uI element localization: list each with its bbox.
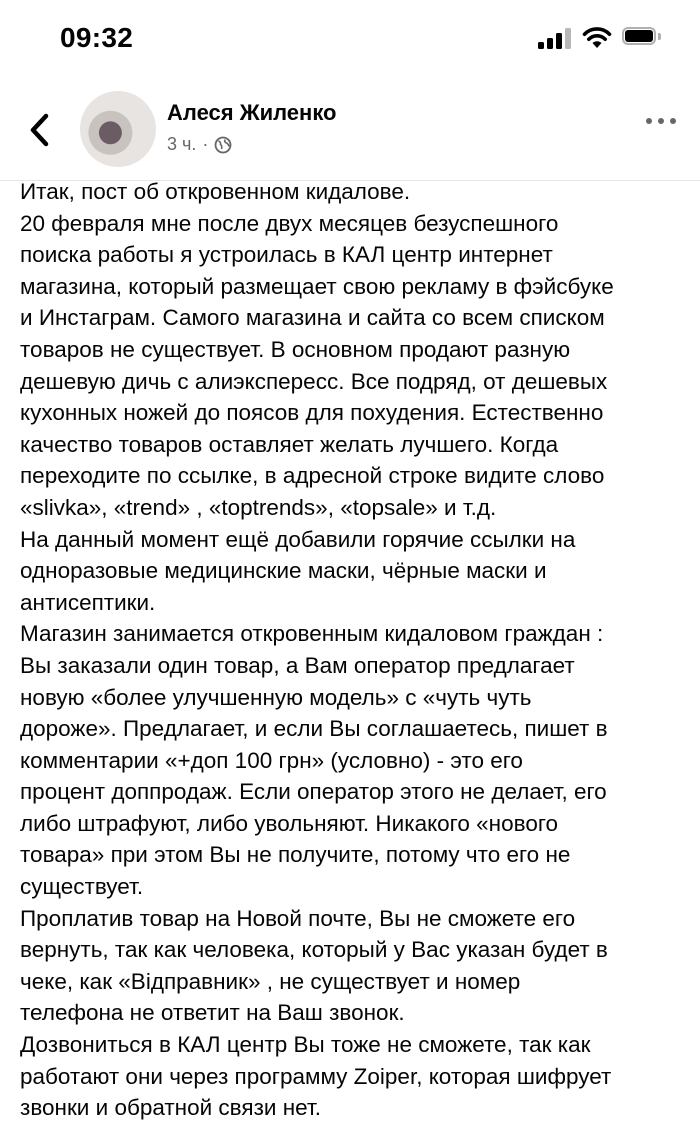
post-body [20, 176, 692, 1124]
post-text-line: качество товаров оставляет желать лучшего. Когда [20, 431, 559, 457]
battery-icon [622, 27, 662, 47]
post-text-line: магазина, который размещает свою рекламу в фэйсбуке [20, 273, 614, 299]
meta-separator: · [202, 134, 209, 154]
post-text-line: товаров не существует. В основном продают разную [20, 336, 571, 362]
post-text-line: новую «более улучшенную модель» с «чуть чуть [20, 684, 532, 710]
post-text-line: чеке, как «Відправник» , не существует и номер [20, 968, 521, 994]
post-text-line: переходите по ссылке, в адресной строке видите слово [20, 463, 605, 489]
avatar[interactable] [80, 91, 156, 167]
back-chevron-icon[interactable] [24, 110, 58, 150]
status-time: 09:32 [60, 22, 134, 53]
wifi-icon [582, 24, 612, 50]
post-text-line: телефона не ответит на Ваш звонок. [20, 1000, 405, 1026]
post-text-line: звонки и обратной связи нет. [20, 1095, 321, 1121]
post-text-line: поиска работы я устроилась в КАЛ центр интернет [20, 242, 553, 268]
post-meta [167, 134, 232, 155]
cellular-signal-icon [538, 27, 572, 49]
post-text-line: комментарии «+доп 100 грн» (условно) - это его [20, 747, 523, 773]
post-text-line: 20 февраля мне после двух месяцев безуспешного [20, 210, 559, 236]
post-header [0, 84, 700, 181]
post-text-line: процент доппродаж. Если оператор этого не делает, его [20, 779, 607, 805]
post-text-line: антисептики. [20, 589, 156, 615]
post-text-line: Проплатив товар на Новой почте, Вы не сможете его [20, 905, 576, 931]
post-text-line: дешевую дичь с алиэкспересс. Все подряд, от дешевых [20, 368, 608, 394]
post-text-line: Магазин занимается откровенным кидаловом граждан : [20, 621, 604, 647]
post-text-line: товара» при этом Вы не получите, потому что его не [20, 842, 571, 868]
post-text-line: дороже». Предлагает, и если Вы соглашаетесь, пишет в [20, 716, 608, 742]
post-text-line: существует. [20, 874, 144, 900]
post-text-line: На данный момент ещё добавили горячие ссылки на [20, 526, 576, 552]
more-options-button[interactable] [645, 112, 679, 132]
post-text-line: кухонных ножей до поясов для похудения. Естественно [20, 400, 604, 426]
post-text-line: работают они через программу Zoiper, которая шифрует [20, 1063, 612, 1089]
author-name[interactable]: Алеся Жиленко [167, 100, 337, 125]
post-timestamp[interactable]: 3 ч. [167, 134, 197, 154]
post-text-line: Вы заказали один товар, а Вам оператор предлагает [20, 652, 575, 678]
post-text-line: «slivka», «trend» , «toptrends», «topsale» и т.д. [20, 494, 497, 520]
globe-icon [214, 136, 232, 154]
post-text-line: вернуть, так как человека, который у Вас указан будет в [20, 937, 608, 963]
post-text-line: и Инстаграм. Самого магазина и сайта со всем списком [20, 305, 605, 331]
status-bar [0, 0, 700, 80]
post-text-line: либо штрафуют, либо увольняют. Никакого «нового [20, 810, 559, 836]
post-text-line: одноразовые медицинские маски, чёрные маски и [20, 558, 547, 584]
post-text-line: Дозвониться в КАЛ центр Вы тоже не сможете, так как [20, 1032, 591, 1058]
post-text-line: Итак, пост об откровенном кидалове. [20, 179, 411, 204]
